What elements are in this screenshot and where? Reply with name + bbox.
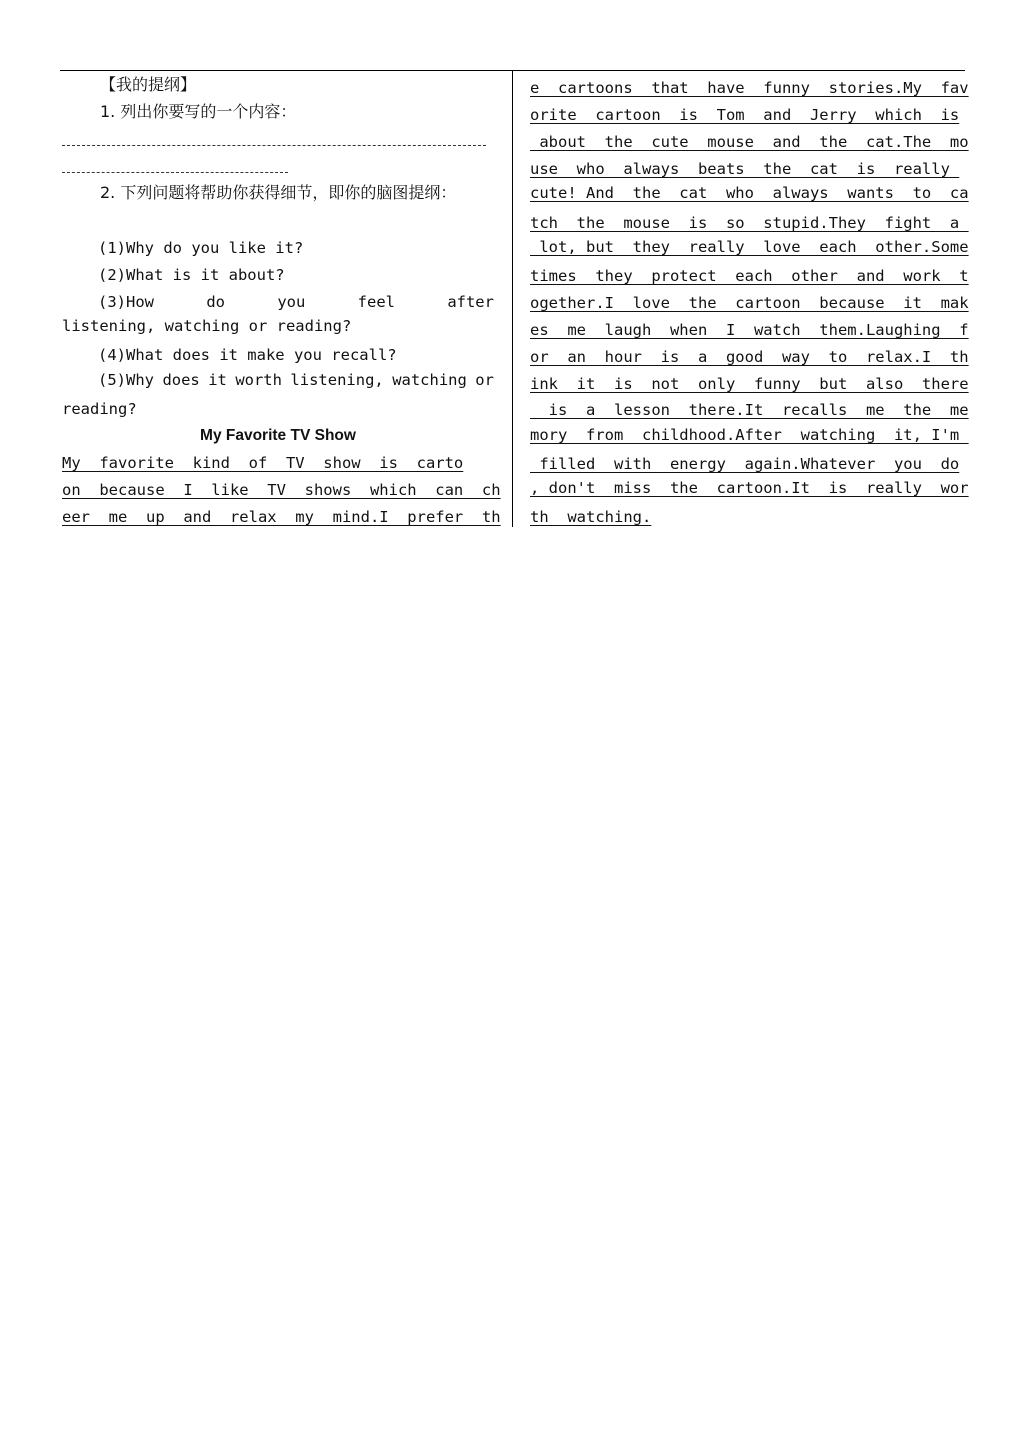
question-3-word: do (206, 293, 225, 311)
question-3-word: (3)How (98, 293, 154, 311)
question-3 (98, 291, 494, 313)
essay-line: eer me up and relax my mind.I prefer th (62, 508, 501, 526)
essay-line: filled with energy again.Whatever you do (530, 455, 960, 473)
essay-line: es me laugh when I watch them.Laughing f (530, 321, 969, 339)
question-3-word: after (447, 293, 494, 311)
essay-line: on because I like TV shows which can ch (62, 481, 501, 499)
question-1: (1)Why do you like it? (98, 239, 304, 257)
essay-line: tch the mouse is so stupid.They fight a (530, 214, 969, 232)
answer-blank-line-1 (62, 145, 486, 146)
essay-line: lot, but they really love each other.Some (530, 238, 969, 256)
essay-line: ink it is not only funny but also there (530, 375, 969, 393)
essay-line: mory from childhood.After watching it, I'm (530, 426, 969, 444)
essay-line: th watching. (530, 508, 652, 526)
essay-line: , don't miss the cartoon.It is really wor (530, 479, 969, 497)
question-5-word: listening, (290, 371, 384, 389)
question-5-continued: reading? (62, 400, 137, 418)
essay-line: cute! And the cat who always wants to ca (530, 184, 969, 202)
question-5 (98, 369, 494, 391)
question-5-word: worth (235, 371, 282, 389)
question-3-word: feel (357, 293, 395, 311)
outline-item-2: 2. 下列问题将帮助你获得细节，即你的脑图提纲： (100, 183, 457, 202)
essay-line: or an hour is a good way to relax.I th (530, 348, 969, 366)
outline-item-1: 1. 列出你要写的一个内容： (100, 102, 297, 121)
question-5-word: watching (392, 371, 467, 389)
essay-line: e cartoons that have funny stories.My fav (530, 79, 969, 97)
essay-line: My favorite kind of TV show is carto (62, 454, 464, 472)
question-5-word: does (162, 371, 200, 389)
essay-line: use who always beats the cat is really (530, 160, 960, 178)
question-5-word: or (475, 371, 494, 389)
essay-title: My Favorite TV Show (200, 427, 356, 444)
answer-blank-line-2 (62, 172, 288, 173)
column-divider (512, 71, 513, 527)
question-2: (2)What is it about? (98, 266, 285, 284)
question-5-word: it (208, 371, 227, 389)
essay-line: is a lesson there.It recalls me the me (530, 401, 969, 419)
question-4: (4)What does it make you recall? (98, 346, 397, 364)
essay-line: times they protect each other and work t (530, 267, 969, 285)
essay-line: about the cute mouse and the cat.The mo (530, 133, 969, 151)
question-3-word: you (277, 293, 306, 311)
question-3-continued: listening, watching or reading? (62, 317, 352, 335)
question-5-word: (5)Why (98, 371, 154, 389)
outline-heading: 【我的提纲】 (100, 75, 197, 94)
essay-line: orite cartoon is Tom and Jerry which is (530, 106, 960, 124)
essay-line: ogether.I love the cartoon because it mak (530, 294, 969, 312)
